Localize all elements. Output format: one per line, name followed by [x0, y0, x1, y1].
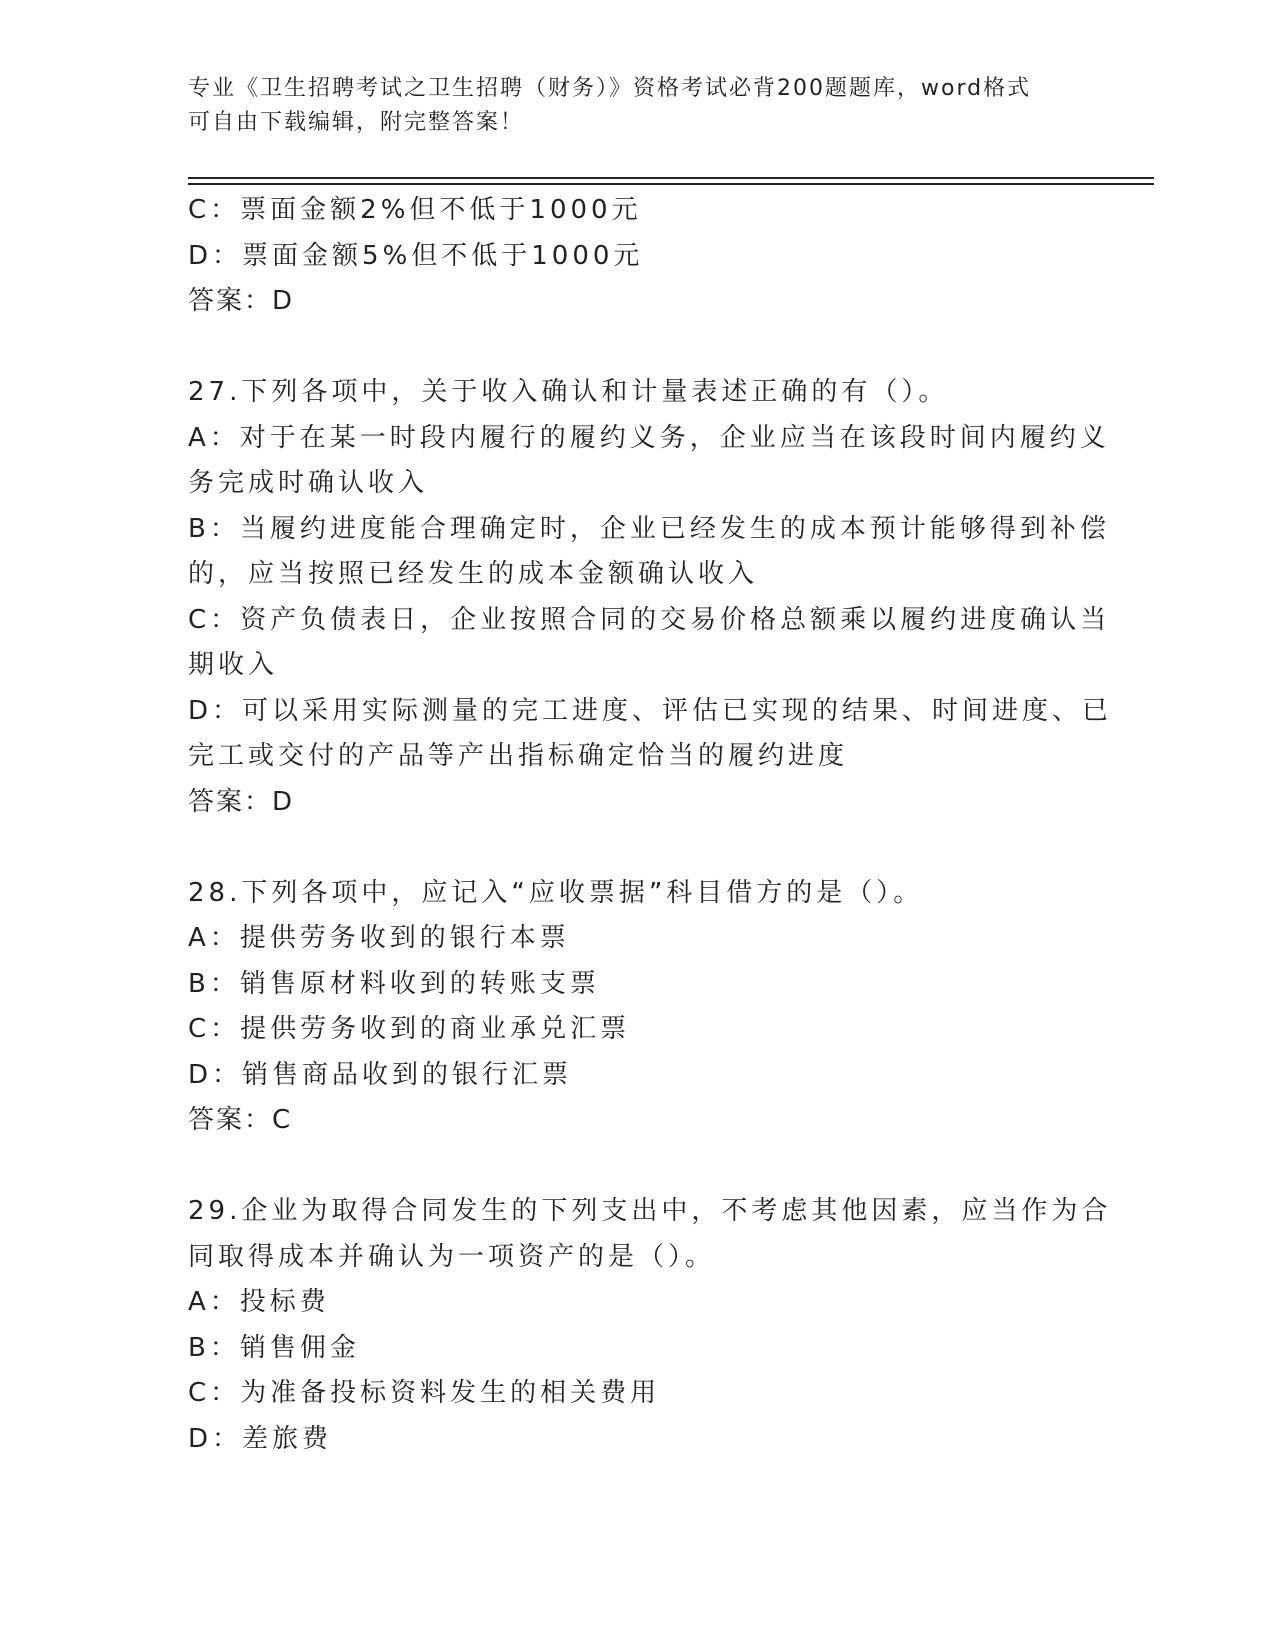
q27-option-b-line2: 的，应当按照已经发生的成本金额确认收入	[188, 559, 759, 589]
q26-option-d: D：票面金额5%但不低于1000元	[188, 240, 644, 271]
q29-option-d: D：差旅费	[188, 1423, 333, 1454]
q29-stem-line2: 同取得成本并确认为一项资产的是（）。	[188, 1241, 716, 1272]
q29-option-c: C：为准备投标资料发生的相关费用	[188, 1378, 661, 1408]
q28-option-c: C：提供劳务收到的商业承兑汇票	[188, 1014, 631, 1044]
header-rule-bottom	[188, 183, 1154, 185]
q27-option-d-line1: D：可以采用实际测量的完工进度、评估已实现的结果、时间进度、已	[188, 695, 1113, 726]
q27-option-b-line1: B：当履约进度能合理确定时，企业已经发生的成本预计能够得到补偿	[188, 513, 1110, 544]
spacer	[188, 825, 1068, 871]
q27-option-c-line2: 期收入	[188, 650, 279, 680]
header-line-1: 专业《卫生招聘考试之卫生招聘（财务）》资格考试必背200题题库，word格式	[188, 76, 1032, 101]
spacer	[188, 1144, 1068, 1190]
header-rule-top	[188, 177, 1154, 179]
q27-answer: 答案：D	[188, 786, 295, 817]
q27-stem: 27.下列各项中，关于收入确认和计量表述正确的有（）。	[188, 377, 949, 407]
q27-option-a-line2: 务完成时确认收入	[188, 468, 429, 498]
document-header	[188, 72, 1068, 140]
q28-answer: 答案：C	[188, 1105, 293, 1135]
q26-option-c: C：票面金额2%但不低于1000元	[188, 195, 642, 225]
q28-option-d: D：销售商品收到的银行汇票	[188, 1059, 573, 1090]
q27-option-c-line1: C：资产负债表日，企业按照合同的交易价格总额乘以履约进度确认当	[188, 604, 1111, 635]
spacer	[188, 325, 1068, 371]
header-line-2: 可自由下载编辑，附完整答案！	[188, 110, 525, 135]
q27-option-a-line1: A：对于在某一时段内履行的履约义务，企业应当在该段时间内履约义	[188, 422, 1110, 453]
q28-option-b: B：销售原材料收到的转账支票	[188, 968, 600, 999]
question-content	[188, 188, 1113, 1462]
q28-option-a: A：提供劳务收到的银行本票	[188, 923, 570, 953]
q28-stem: 28.下列各项中，应记入“应收票据”科目借方的是（）。	[188, 877, 924, 908]
q29-option-b: B：销售佣金	[188, 1332, 360, 1363]
q29-stem-line1: 29.企业为取得合同发生的下列支出中，不考虑其他因素，应当作为合	[188, 1196, 1112, 1226]
q26-answer: 答案：D	[188, 286, 295, 316]
q29-option-a: A：投标费	[188, 1287, 330, 1317]
q27-option-d-line2: 完工或交付的产品等产出指标确定恰当的履约进度	[188, 741, 849, 771]
